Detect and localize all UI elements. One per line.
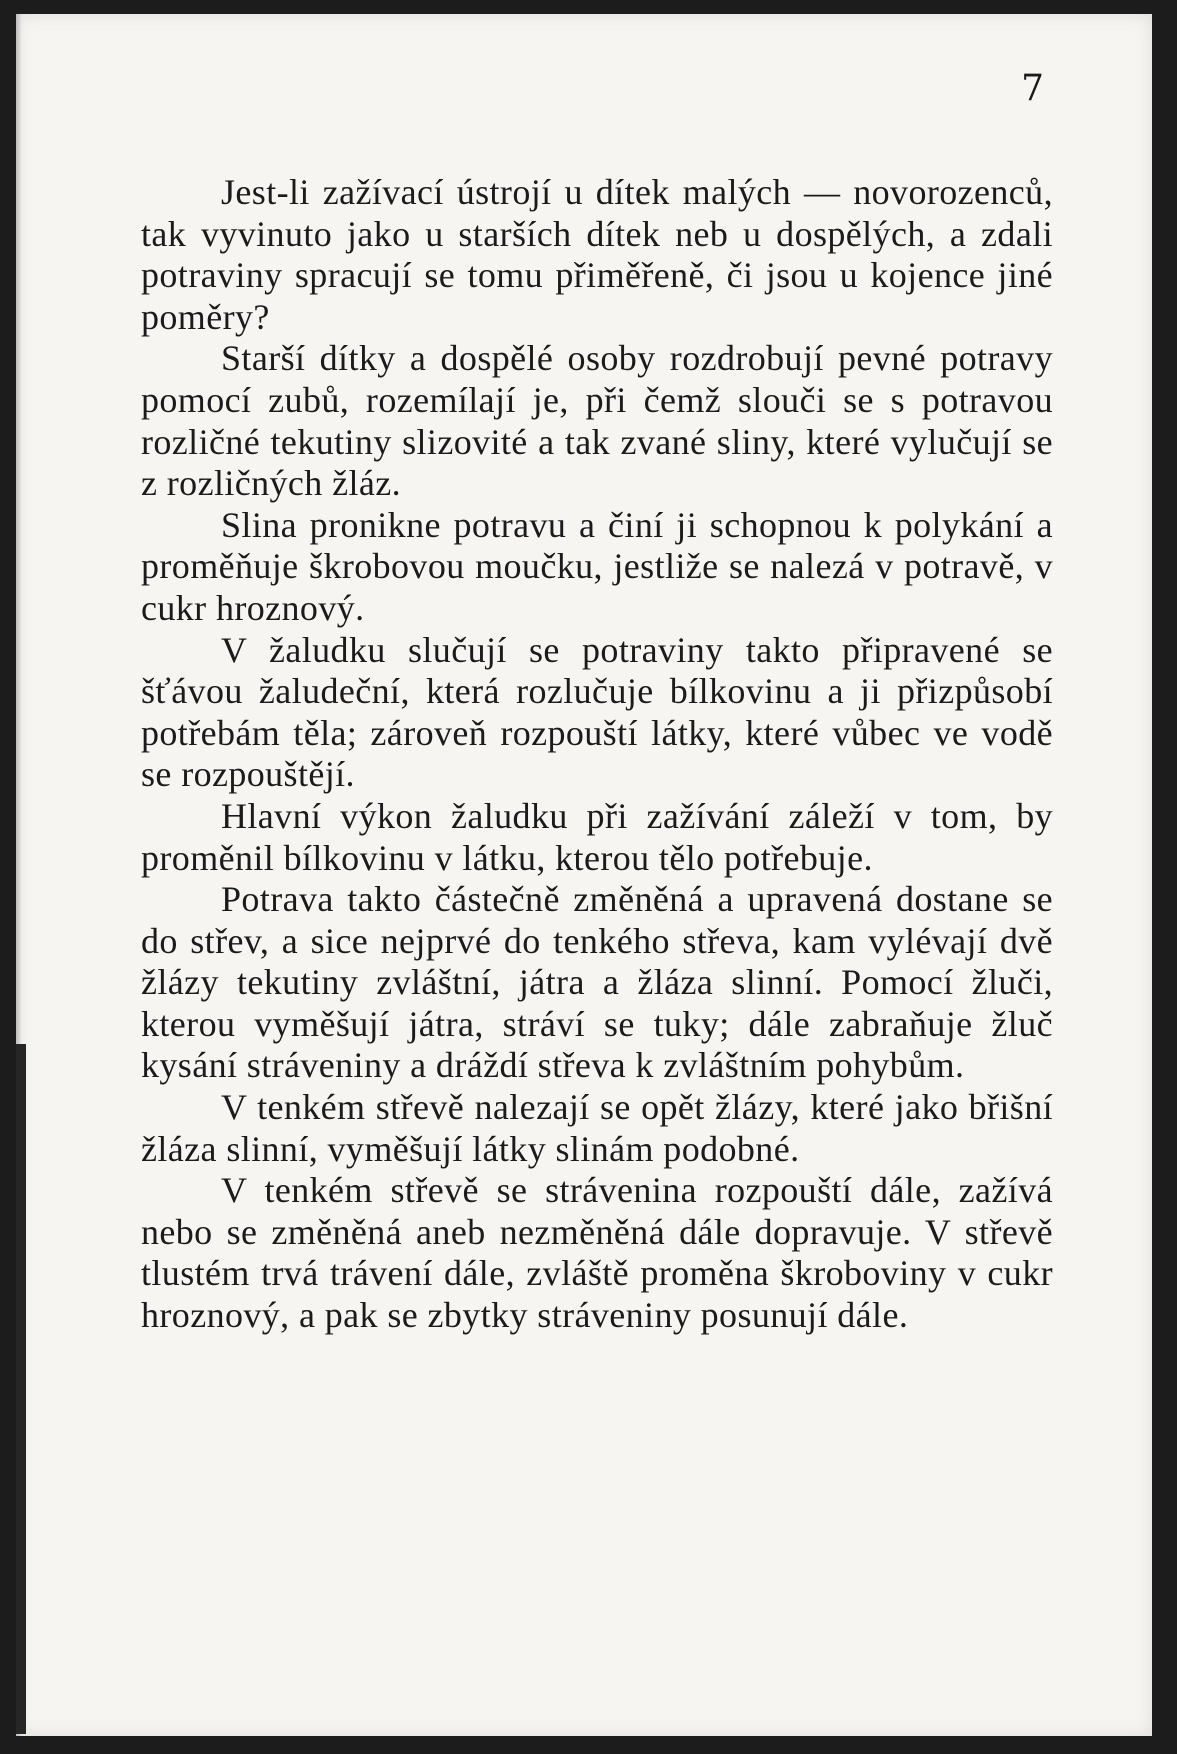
page-number: 7 <box>1021 68 1044 109</box>
body-text <box>141 172 1053 1337</box>
paragraph: Hlavní výkon žaludku při zažívání záleží v tom, by proměnil bílkovinu v látku, kterou tělo potřebuje. <box>141 795 1053 878</box>
paragraph: Starší dítky a dospělé osoby rozdrobují pevné potravy pomocí zubů, rozemílají je, při čemž slouči se s potravou rozličné tekutiny slizovité a tak zvané sliny, které vylučují se z rozličných žláz. <box>141 338 1053 504</box>
paragraph: V žaludku slučují se potraviny takto připravené se šťávou žaludeční, která rozlučuje bílkovinu a ji přizpůsobí potřebám těla; zároveň rozpouští látky, které vůbec ve vodě se rozpouštějí. <box>141 629 1053 795</box>
paragraph: V tenkém střevě nalezají se opět žlázy, které jako břišní žláza slinní, vyměšují látky slinám podobné. <box>141 1087 1053 1169</box>
paragraph: Jest-li zažívací ústrojí u dítek malých — novorozenců, tak vyvinuto jako u starších dítek neb u dospělých, a zdali potraviny spracují se tomu přiměřeně, či jsou u kojence jiné poměry? <box>141 172 1053 337</box>
book-page <box>16 14 1152 1736</box>
paragraph: Slina pronikne potravu a činí ji schopnou k polykání a proměňuje škrobovou moučku, jestliže se nalezá v potravě, v cukr hroznový. <box>141 504 1053 628</box>
paragraph: V tenkém střevě se strávenina rozpouští dále, zažívá nebo se změněná aneb nezměněná dále dopravuje. V střevě tlustém trvá trávení dále, zvláště proměna škroboviny v cukr hroznový, a pak se zbytky stráveniny posunují dále. <box>141 1170 1053 1336</box>
binding-edge <box>16 1044 26 1734</box>
paragraph: Potrava takto částečně změněná a upravená dostane se do střev, a sice nejprvé do tenkého střeva, kam vylévají dvě žlázy tekutiny zvláštní, játra a žláza slinní. Pomocí žluči, kterou vyměšují játra, stráví se tuky; dále zabraňuje žluč kysání stráveniny a dráždí střeva k zvláštním pohybům. <box>141 879 1053 1086</box>
